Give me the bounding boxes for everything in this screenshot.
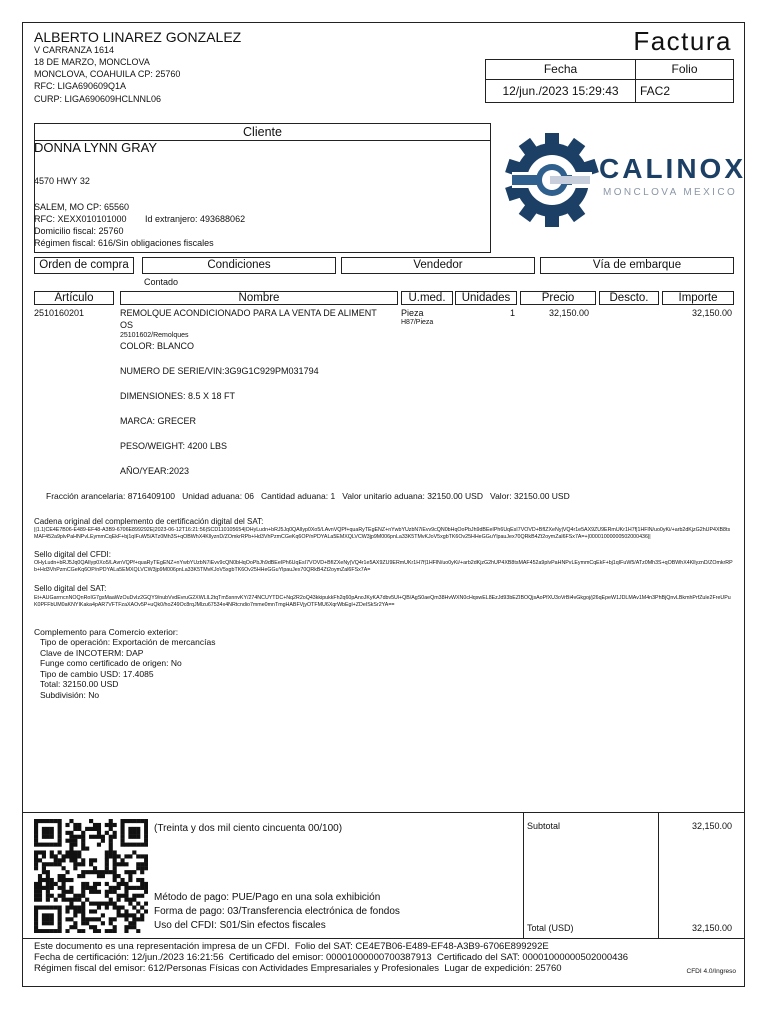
subtotal-value: 32,150.00 bbox=[691, 821, 732, 831]
vendedor-header: Vendedor bbox=[341, 257, 535, 274]
client-rfc: RFC: XEXX010101000 bbox=[34, 214, 127, 224]
uso-cfdi: Uso del CFDI: S01/Sin efectos fiscales bbox=[154, 920, 326, 931]
total-label: Total (USD) bbox=[527, 923, 574, 933]
item-unidades: 1 bbox=[510, 308, 516, 318]
forma-pago: Forma de pago: 03/Transferencia electrónica de fondos bbox=[154, 906, 400, 917]
comercio-subdivision: Subdivisión: No bbox=[40, 689, 100, 700]
item-desc-year: AÑO/YEAR:2023 bbox=[120, 466, 190, 476]
item-precio: 32,150.00 bbox=[549, 308, 590, 318]
comercio-lines bbox=[40, 637, 215, 700]
item-nombre-line1: REMOLQUE ACONDICIONADO PARA LA VENTA DE ALIMENT bbox=[120, 308, 377, 318]
footer-line-2: Fecha de certificación: 12/jun./2023 16:21:56 Certificado del emisor: 00001000000700387913 Certificado del SAT: 00001000000502000436 bbox=[34, 952, 629, 963]
issuer-name: ALBERTO LINAREZ GONZALEZ bbox=[34, 29, 242, 45]
client-domicilio: Domicilio fiscal: 25760 bbox=[34, 226, 124, 236]
date-folio-table bbox=[485, 59, 734, 103]
logo-subtitle: MONCLOVA MEXICO bbox=[603, 187, 738, 198]
logo-brand: CALINOX bbox=[599, 153, 746, 184]
fecha-value: 12/jun./2023 15:29:43 bbox=[486, 80, 636, 102]
comercio-certificado-origen: Funge como certificado de origen: No bbox=[40, 658, 182, 668]
issuer-rfc: RFC: LIGA690609Q1A bbox=[34, 81, 127, 91]
client-id-extranjero: Id extranjero: 493688062 bbox=[145, 214, 246, 224]
cadena-label: Cadena original del complemento de certificación digital del SAT: bbox=[34, 517, 264, 526]
sello-sat-label: Sello digital del SAT: bbox=[34, 584, 107, 593]
issuer-colony: 18 DE MARZO, MONCLOVA bbox=[34, 57, 150, 67]
issuer-curp: CURP: LIGA690609HCLNNL06 bbox=[34, 94, 162, 104]
client-city: SALEM, MO CP: 65560 bbox=[34, 202, 130, 212]
comercio-tipo-operacion: Tipo de operación: Exportación de mercancías bbox=[40, 637, 216, 647]
item-desc-vin: NUMERO DE SERIE/VIN:3G9G1C929PM031794 bbox=[120, 366, 319, 376]
item-desc-peso: PESO/WEIGHT: 4200 LBS bbox=[120, 441, 228, 451]
item-desc-dimensiones: DIMENSIONES: 8.5 X 18 FT bbox=[120, 391, 236, 401]
articulo-header: Artículo bbox=[34, 291, 114, 305]
precio-header: Precio bbox=[520, 291, 596, 305]
cfdi-version: CFDI 4.0/Ingreso bbox=[686, 968, 736, 975]
orden-compra-header: Orden de compra bbox=[34, 257, 134, 274]
sello-sat: Et+AUGarrncnNOQnRoIG7gsMaaWzOuDvIz2GQY9/nubVvdEvruG2XWLlL2tqTm5snnvKY/274NCUYTDC+Nq2R2oQ43kkipukkFh2q60pAnoJKyKA7dbv5Ul+QB/AgS0aeQm38HvWXN0cHqswEL8EzJd93bEZIBOQjsAoPfXU3oVrBi4vGkgoj/j26qEpeW1JDLMAv1M4n3PhBjQnvLBkmhPrfZule2FreUPuK0PFFbUM0aKNYIKaka4pAR7VFTFzaXAOv5P+uQk0/hoZ49Oc8rqJMlzu67534x4NRtcndio7mme0mnTmgHABFVjyOTFMU6XqrWbEgl+ZDeISkSr2YA== bbox=[34, 595, 731, 608]
footer-line-3: Régimen fiscal del emisor: 612/Personas Físicas con Actividades Empresariales y Profesionales Lugar de expedición: 25760 bbox=[34, 963, 562, 974]
nombre-header: Nombre bbox=[120, 291, 398, 305]
client-name: DONNA LYNN GRAY bbox=[34, 140, 158, 155]
item-articulo: 2510160201 bbox=[34, 308, 85, 318]
metodo-pago: Método de pago: PUE/Pago en una sola exhibición bbox=[154, 892, 381, 903]
footer-divider-top bbox=[23, 812, 744, 813]
item-clave: 25101602/Remolques bbox=[120, 332, 189, 339]
amount-in-words: (Treinta y dos mil ciento cincuenta 00/100) bbox=[154, 823, 343, 834]
via-embarque-header: Vía de embarque bbox=[540, 257, 734, 274]
total-value: 32,150.00 bbox=[691, 923, 732, 933]
item-desc-marca: MARCA: GRECER bbox=[120, 416, 197, 426]
item-aduana-info: Fracción arancelaria: 8716409100 Unidad aduana: 06 Cantidad aduana: 1 Valor unitario aduana: 32150.00 USD Valor: 32150.00 USD bbox=[46, 491, 570, 501]
footer-divider-right bbox=[658, 812, 659, 939]
condiciones-header: Condiciones bbox=[142, 257, 336, 274]
importe-header: Importe bbox=[662, 291, 734, 305]
condiciones-value: Contado bbox=[144, 277, 179, 287]
sello-cfdi-label: Sello digital del CFDI: bbox=[34, 550, 111, 559]
document-title: Factura bbox=[633, 26, 732, 56]
comercio-incoterm: Clave de INCOTERM: DAP bbox=[40, 647, 144, 658]
descto-header: Descto. bbox=[599, 291, 659, 305]
item-umed-code: H87/Pieza bbox=[401, 319, 434, 326]
item-nombre-line2: OS bbox=[120, 320, 134, 330]
unidades-header: Unidades bbox=[455, 291, 517, 305]
fecha-label: Fecha bbox=[486, 60, 636, 80]
client-address: 4570 HWY 32 bbox=[34, 176, 90, 186]
comercio-title: Complemento para Comercio exterior: bbox=[34, 627, 179, 637]
client-regimen: Régimen fiscal: 616/Sin obligaciones fiscales bbox=[34, 238, 214, 248]
folio-value: FAC2 bbox=[640, 84, 671, 98]
footer-line-1: Este documento es una representación impresa de un CFDI. Folio del SAT: CE4E7B06-E489-EF48-A3B9-6706E899292E bbox=[34, 941, 549, 952]
issuer-city: MONCLOVA, COAHUILA CP: 25760 bbox=[34, 69, 181, 79]
umed-header: U.med. bbox=[401, 291, 453, 305]
client-header: Cliente bbox=[35, 124, 490, 141]
sello-cfdi: OHyLudn+bRJ5Jq0QAlIyp0Xo5/LAvnVQPf+quaRyTEgENZ+nYwbYUzbN7iEvv9cQN0bHqOoPbJh9dBEeIPh6UqEsI7VOVD+BfIZXeNy|VQ4r1e5AX9ZU9ERmUKr1H7f|1HFlN/uo0yKi/+arb2dKjzG2hUP4XB8tsMAF452a9plvPaHNPvLEymmCqEkF+bj1qIFuW5/ATz0Mh3S+qOBWhX4KllyznD/ZOmkrRPb+Hd3VhPzmCGeKq6OP/nPDYALa5EMXQLVCW3jp9M006pnLa33K5TMvKJoV5xgbTK6Ov25HHeGGuYlpauJex70QRkB4Zt2oymZal6FSx7A= bbox=[34, 560, 733, 573]
footer-divider-bottom bbox=[23, 938, 744, 939]
item-umed: Pieza bbox=[401, 308, 424, 318]
issuer-street: V CARRANZA 1614 bbox=[34, 45, 115, 55]
item-desc-color: COLOR: BLANCO bbox=[120, 341, 195, 351]
comercio-tipo-cambio: Tipo de cambio USD: 17.4085 bbox=[40, 668, 154, 679]
comercio-total: Total: 32150.00 USD bbox=[40, 679, 119, 689]
cadena-original: ||1.1|CE4E7B06-E489-EF48-A3B9-6706E899292E|2023-06-12T16:21:56|SCD110105654|OHyLudn+bRJ5Jq0QAlIyp0Xo5/LAvnVQPf+quaRyTEgENZ+nYwbYUzbN7iEvv9cQN0bHqOoPbJh9dBEeIPh6UqEsI7VOVD+BfIZXeNy|VQ4r1e5AX9ZU9ERmUKr1H7f|1HFlN/uo0yKi/+arb2dKjzG2hUP4XB8tsMAF452a9plvPaHNPvLEymmCqEkF+bj1qIFuW5/ATz0Mh3S+qOBWhX4KllyznD/ZOmkrRPb+Hd3VhPzmCGeKq6OP/nPDYALa5EMXQLVCW3jp9M006pnLa33K5TMvKJoV5xgbTK6Ov25HHeGGuYlpauJex70QRkB4Zt2oymZal6FSx7A=+|00001000000502000436|| bbox=[34, 527, 731, 540]
calinox-gear-logo bbox=[497, 131, 607, 229]
item-importe: 32,150.00 bbox=[691, 308, 732, 318]
footer-divider-left bbox=[523, 812, 524, 939]
qr-code bbox=[34, 819, 148, 933]
subtotal-label: Subtotal bbox=[527, 821, 561, 831]
invoice-page bbox=[22, 22, 745, 987]
folio-label: Folio bbox=[636, 60, 733, 80]
